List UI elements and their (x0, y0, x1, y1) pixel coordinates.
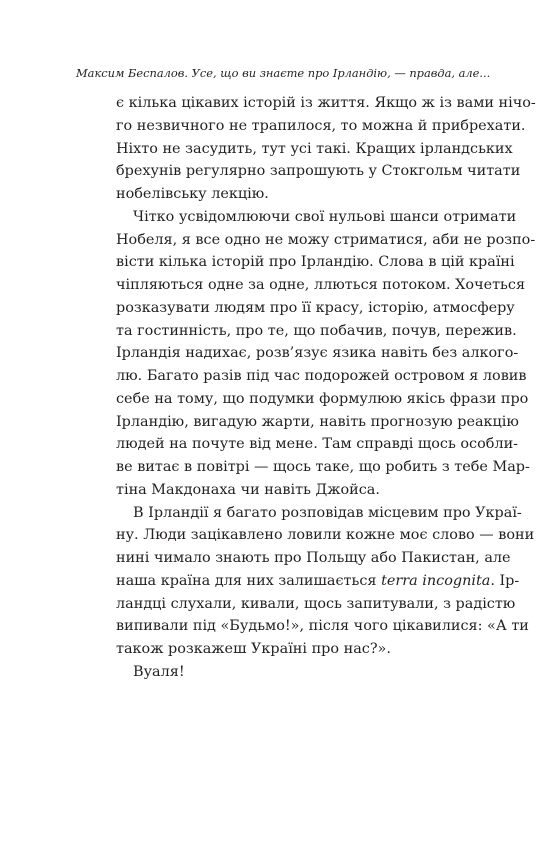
text-line: тіна Макдонаха чи навіть Джойса. (116, 481, 380, 498)
text-line: та гостинність, про те, що побачив, почув, пережив. (116, 322, 517, 339)
text-line: чіпляються одне за одне, ллються потоком. Хочеться (116, 277, 526, 293)
text-line: Вуаля! (133, 663, 185, 680)
italic-phrase: terra incognita (381, 572, 491, 589)
text-line: також розкажеш Україні про нас?». (116, 641, 391, 657)
text-line: Нобеля, я все одно не можу стриматися, аби не розпо- (116, 231, 536, 248)
text-line: себе на тому, що подумки формулюю якісь фрази про (116, 390, 529, 407)
text-line: Ніхто не засудить, тут усі такі. Кращих ірландських (116, 140, 513, 157)
text-line: го незвичного не трапилося, то можна й прибрехати. (116, 117, 526, 134)
text-line: нині чимало знають про Польщу або Пакистан, але (116, 550, 511, 566)
text-line: нобелівську лекцію. (116, 186, 269, 202)
text-line: вісти кілька історій про Ірландію. Слова в цій країні (116, 254, 515, 271)
text-run: . Ір- (490, 572, 520, 589)
text-run: наша країна для них залишається (116, 572, 382, 589)
text-line: брехунів регулярно запрошують у Стокгольм читати (116, 163, 521, 180)
body-text (116, 92, 536, 684)
text-line: людей на почуте від мене. Там справді щось особли- (116, 436, 519, 453)
text-line: ландці слухали, кивали, щось запитували, з радістю (116, 595, 516, 612)
text-line: В Ірландії я багато розповідав місцевим про Украї- (133, 504, 522, 521)
text-line: Чітко усвідомлюючи свої нульові шанси отримати (133, 208, 517, 225)
text-line: ве витає в повітрі — щось таке, що робить з тебе Мар- (116, 459, 530, 475)
text-line: Ірландія надихає, розв’язує язика навіть без алкого- (116, 345, 519, 362)
text-line: Ірландію, вигадую жарти, навіть прогнозую реакцію (116, 413, 519, 430)
text-line-with-italic (116, 570, 520, 593)
text-line: ну. Люди зацікавлено ловили кожне моє слово — вони (116, 527, 535, 544)
text-line: є кілька цікавих історій із життя. Якщо ж із вами нічо- (116, 95, 536, 111)
text-line: розказувати людям про її красу, історію, атмосферу (116, 299, 515, 316)
text-line: лю. Багато разів під час подорожей островом я ловив (116, 368, 527, 384)
text-line: випивали під «Будьмо!», після чого цікавилися: «А ти (116, 618, 529, 635)
running-head: Максим Беспалов. Усе, що ви знаєте про Ірландію, — правда, але... (76, 66, 491, 80)
